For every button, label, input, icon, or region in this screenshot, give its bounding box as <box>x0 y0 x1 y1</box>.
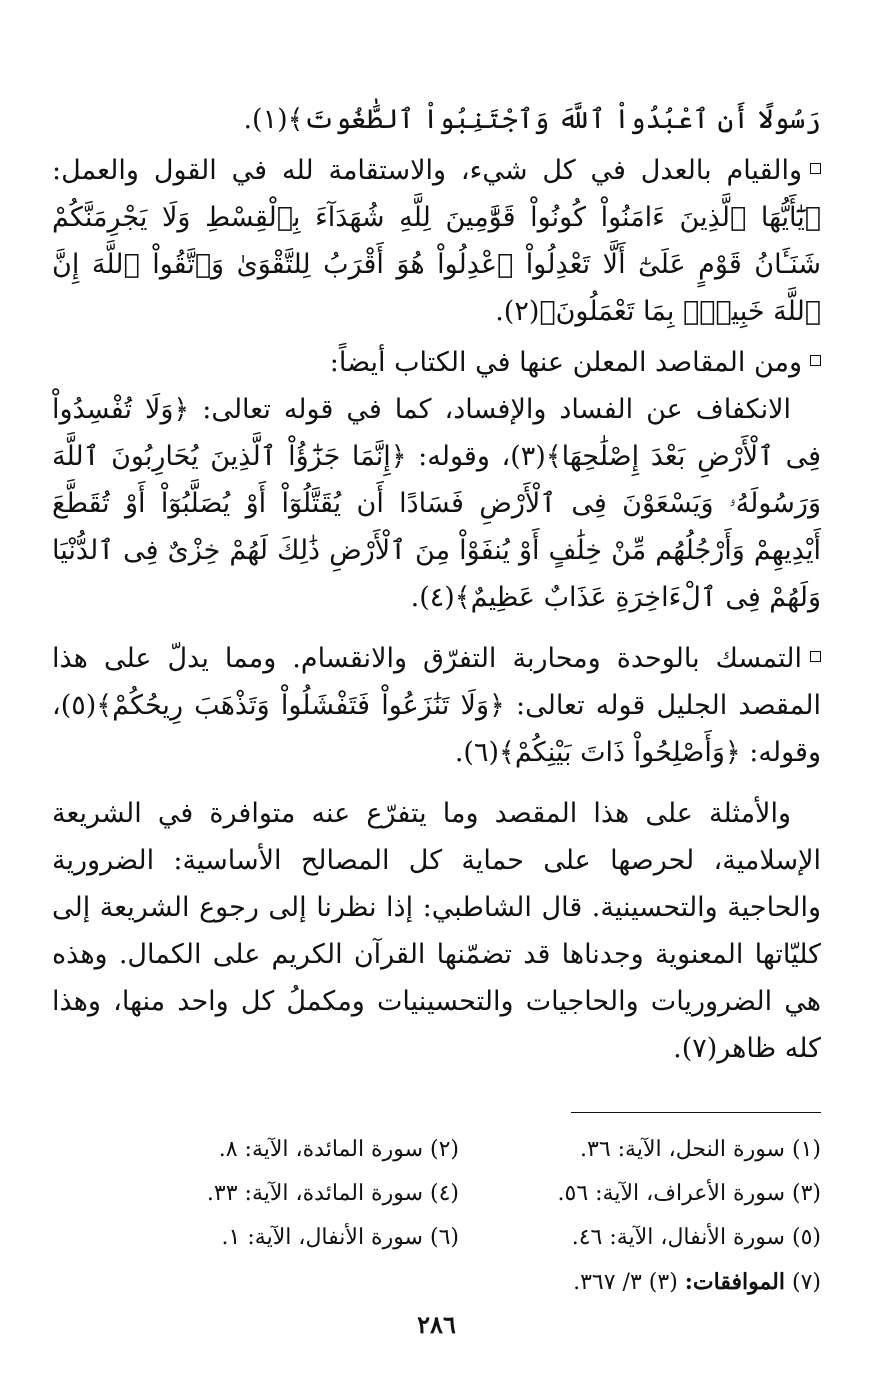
paragraph-unity <box>52 635 821 776</box>
page-number: ٢٨٦ <box>417 1310 456 1339</box>
footnote-2: (٢) سورة المائدة، الآية: ٨. <box>218 1137 459 1162</box>
main-text <box>52 96 821 1072</box>
paragraph-declared-aims <box>52 339 821 386</box>
paragraph-unity-text: التمسك بالوحدة ومحاربة التفرّق والانقسام. ومما يدلّ على هذا المقصد الجليل قوله تعالى: ﴿وَلَا تَنَٰزَعُواْ فَتَفْشَلُواْ وَتَذْهَبَ رِيحُكُمْ﴾(٥)، وقوله: ﴿وَأَصْلِحُواْ ذَاتَ بَيْنِكُمْ﴾(٦). <box>52 643 821 768</box>
footnote-7 <box>459 1260 821 1304</box>
footnote-5: (٥) سورة الأنفال، الآية: ٤٦. <box>571 1225 821 1250</box>
paragraph-justice <box>52 147 821 335</box>
paragraph-continuation: رَسُولًا أَنِ ٱعْبُدُواْ ٱللَّهَ وَٱجْتَنِبُواْ ٱلطَّٰغُوتَ﴾(١). <box>243 104 821 135</box>
footnote-row <box>90 1260 821 1304</box>
footnote-6: (٦) سورة الأنفال، الآية: ١. <box>221 1225 459 1250</box>
footnote-row <box>90 1216 821 1260</box>
footnote-4: (٤) سورة المائدة، الآية: ٣٣. <box>206 1181 459 1206</box>
paragraph-declared-aims-text: ومن المقاصد المعلن عنها في الكتاب أيضاً: <box>329 347 802 378</box>
paragraph-corruption: الانكفاف عن الفساد والإفساد، كما في قوله تعالى: ﴿وَلَا تُفْسِدُواْ فِى ٱلْأَرْضِ بَعْدَ إِصْلَٰحِهَا﴾(٣)، وقوله: ﴿إِنَّمَا جَزَٰٓؤُاْ ٱلَّذِينَ يُحَارِبُونَ ٱللَّهَ وَرَسُولَهُۥ وَيَسْعَوْنَ فِى ٱلْأَرْضِ فَسَادًا أَن يُقَتَّلُوٓاْ أَوْ يُصَلَّبُوٓاْ أَوْ تُقَطَّعَ أَيْدِيهِمْ وَأَرْجُلُهُم مِّنْ خِلَٰفٍ أَوْ يُنفَوْاْ مِنَ ٱلْأَرْضِ ذَٰلِكَ لَهُمْ خِزْىٌ فِى ٱلدُّنْيَا وَلَهُمْ فِى ٱلْءَاخِرَةِ عَذَابٌ عَظِيمٌ﴾(٤). <box>52 394 822 613</box>
footnote-row <box>90 1172 821 1216</box>
paragraph-examples: والأمثلة على هذا المقصد وما يتفرّع عنه متوافرة في الشريعة الإسلامية، لحرصها على حماية كل المصالح الأساسية: الضرورية والحاجية والتحسينية. قال الشاطبي: إذا نظرنا إلى رجوع الشريعة إلى كليّاتها المعنوية وجدناها قد تضمّنها القرآن الكريم على الكمال. وهذه هي الضروريات والحاجيات والتحسينيات ومكملُ كل واحد منها، وهذا كله ظاهر(٧). <box>52 798 821 1064</box>
square-bullet-icon <box>810 163 821 174</box>
footnote-1: (١) سورة النحل، الآية: ٣٦. <box>580 1137 821 1162</box>
footnote-3: (٣) سورة الأعراف، الآية: ٥٦. <box>557 1181 821 1206</box>
footnote-7-reference: (٣) ٣/ ٣٦٧. <box>573 1270 678 1295</box>
paragraph-justice-text: والقيام بالعدل في كل شيء، والاستقامة لله في القول والعمل: ﴿يَٰٓأَيُّهَا ٱلَّذِينَ ءَامَنُواْ كُونُواْ قَوَّٰمِينَ لِلَّهِ شُهَدَآءَ بِٱلْقِسْطِ وَلَا يَجْرِمَنَّكُمْ شَنَـَٔانُ قَوْمٍ عَلَىٰٓ أَلَّا تَعْدِلُواْ ٱعْدِلُواْ هُوَ أَقْرَبُ لِلتَّقْوَىٰ وَٱتَّقُواْ ٱللَّهَ إِنَّ ٱللَّهَ خَبِيرٌۢ بِمَا تَعْمَلُونَ﴾(٢). <box>52 155 821 327</box>
square-bullet-icon <box>810 355 821 366</box>
footnote-7-source: الموافقات: <box>684 1269 785 1295</box>
square-bullet-icon <box>810 651 821 662</box>
footnote-row <box>90 1128 821 1172</box>
footnotes <box>90 1128 821 1304</box>
footnote-7-number: (٧) <box>791 1270 821 1295</box>
footnote-divider <box>571 1112 821 1113</box>
